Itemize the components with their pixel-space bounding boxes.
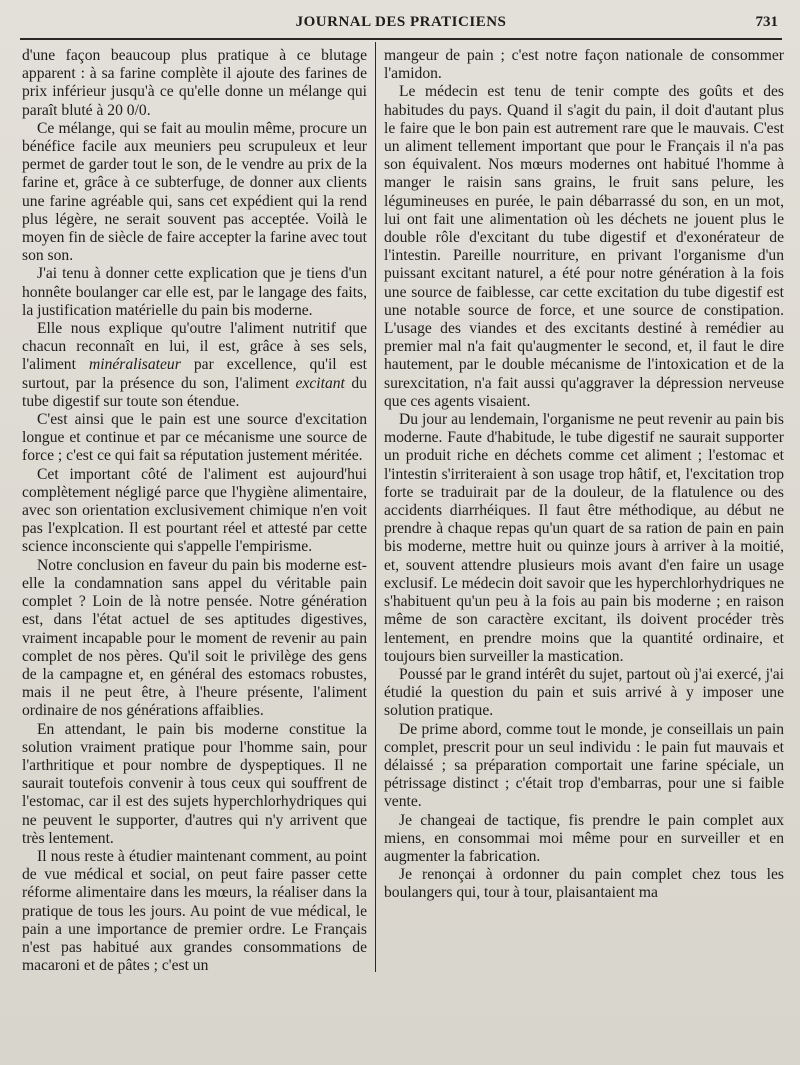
paragraph: Le médecin est tenu de tenir compte des goûts et des habitudes du pays. Quand il s'agit du pain, il doit d'autant plus le faire que le bon pain est autrement rare que le mauvais. C'est un aliment tellement important que pour le Français il n'a pas son équivalent. Nos mœurs modernes ont habitué l'homme à manger le raisin sans grains, le fruit sans pelure, les légumineuses en purée, le pain débarrassé du son, en un mot, lui ont fait une alimentation où les déchets ne jouent plus le double rôle d'excitant du tube digestif et d'exonérateur de l'intestin. Pareille nourriture, en privant l'organisme d'un puissant excitant naturel, a été pour notre génération à la fois une source de faiblesse, car cette excitation du tube digestif est une notable source de force, et une source de constipation. L'usage des viandes et des excitants destiné à remédier au premier mal n'a fait qu'augmenter le second, et, il faut le dire hautement, par le double mécanisme de l'intoxication et de la surexcitation, n'a fait aussi qu'aggraver la dépression nerveuse que ces agents visaient. [384, 83, 784, 410]
paragraph: Il nous reste à étudier maintenant comment, au point de vue médical et social, on peut faire passer cette réforme alimentaire dans les mœurs, la réaliser dans la pratique de tous les jours. Au point de vue médical, le pain a une importance de premier ordre. Le Français n'est pas habitué aux grandes consommations de macaroni et de pâtes ; c'est un [22, 847, 367, 975]
header-rule [20, 38, 782, 40]
paragraph: mangeur de pain ; c'est notre façon nationale de consommer l'amidon. [384, 47, 784, 83]
right-column [384, 47, 784, 903]
paragraph: Je changeai de tactique, fis prendre le pain complet aux miens, en consommai moi même pour en surveiller et en augmenter la fabrication. [384, 811, 784, 865]
paragraph: Je renonçai à ordonner du pain complet chez tous les boulangers qui, tour à tour, plaisantaient ma [384, 866, 784, 902]
left-column [22, 47, 367, 975]
paragraph: Du jour au lendemain, l'organisme ne peut revenir au pain bis moderne. Faute d'habitude, le tube digestif ne saurait supporter un produit riche en déchets comme cet aliment ; l'estomac et l'intestin s'irriteraient à son usage trop hâtif, et, l'excitation trop forte se traduirait par de la douleur, de la flatulence ou des accidents diarrhéiques. Il faut être méthodique, au début ne prendre à chaque repas qu'un quart de sa ration de pain en pain bis moderne, mettre huit ou quinze jours à arriver à la moitié, et, souvent attendre plusieurs mois avant d'en faire un usage exclusif. Le médecin doit savoir que les hyperchlorhydriques ne s'habituent qu'un peu à la fois au pain bis moderne ; en raison même de son caractère excitant, ils doivent procéder très lentement, en prendre moins que la quantité ordinaire, et toujours bien surveiller la mastication. [384, 411, 784, 665]
paragraph-text: du tube digestif sur toute son étendue. [22, 374, 367, 410]
paragraph: Notre conclusion en faveur du pain bis moderne est-elle la condamnation sans appel du véritable pain complet ? Loin de là notre pensée. Notre génération est, dans l'état actuel de ses aptitudes digestives, vraiment incapable pour le moment de revenir au pain complet de nos pères. Qu'il soit le privilège des gens de la campagne et, en général des estomacs robustes, mais il ne peut être, à l'heure présente, l'aliment ordinaire de nos générations affaiblies. [22, 556, 367, 720]
paragraph: Poussé par le grand intérêt du sujet, partout où j'ai exercé, j'ai étudié la question du pain et suis arrivé à y imposer une solution pratique. [384, 665, 784, 720]
running-head: JOURNAL DES PRATICIENS [295, 14, 507, 30]
paragraph: Ce mélange, qui se fait au moulin même, procure un bénéfice facile aux meuniers peu scrupuleux et leur permet de garder tout le son, de le vendre au prix de la farine et, grâce à ce subterfuge, de donner aux clients une farine agréable qui, sans cet expédient qui la rend plus légère, ne serait souvent pas acceptée. Voilà le moyen fin de siècle de faire accepter la farine avec tout son son. [22, 119, 367, 265]
paragraph: Cet important côté de l'aliment est aujourd'hui complètement négligé parce que l'hygiène alimentaire, avec son orientation exclusivement chimique n'en voit pas l'explcation. Il est pourtant réel et attesté par cette science inconsciente qui s'appelle l'empirisme. [22, 465, 367, 556]
paragraph-text: Elle nous explique qu'outre l'aliment nutritif que chacun reconnaît en lui, il est, grâce à ses sels, l'aliment [22, 320, 367, 374]
paragraph: J'ai tenu à donner cette explication que je tiens d'un honnête boulanger car elle est, par le langage des faits, la justification matérielle du pain bis moderne. [22, 265, 367, 319]
paragraph: De prime abord, comme tout le monde, je conseillais un pain complet, prescrit pour un seul individu : le pain fut mauvais et délaissé ; sa préparation comportait une farine spéciale, un pétrissage distinct ; c'était trop d'embarras, pour une si faible vente. [384, 720, 784, 811]
paragraph: d'une façon beaucoup plus pratique à ce blutage apparent : à sa farine complète il ajoute des farines de prix inférieur jusqu'à ce qu'elle donne un mélange qui paraît bluté à 20 0/0. [22, 47, 367, 119]
page-number: 731 [755, 14, 778, 30]
paragraph: En attendant, le pain bis moderne constitue la solution vraiment pratique pour l'homme sain, pour l'arthritique et pour nombre de dyspeptiques. Il ne saurait toutefois convenir à tous ceux qui souffrent de l'estomac, car il est des sujets hyperchlorhydriques qui ne peuvent le supporter, d'autres qui n'y arrivent que très lentement. [22, 720, 367, 847]
column-divider [375, 42, 376, 972]
page-header [20, 12, 782, 36]
emphasis: excitant [295, 374, 345, 392]
paragraph-text: par excellence, qu'il est surtout, par la présence du son, l'aliment [22, 356, 367, 392]
paragraph [22, 320, 367, 411]
paragraph: C'est ainsi que le pain est une source d'excitation longue et continue et par ce mécanisme une source de force ; c'est ce qui fait sa réputation justement méritée. [22, 411, 367, 465]
emphasis: minéralisateur [88, 356, 181, 374]
